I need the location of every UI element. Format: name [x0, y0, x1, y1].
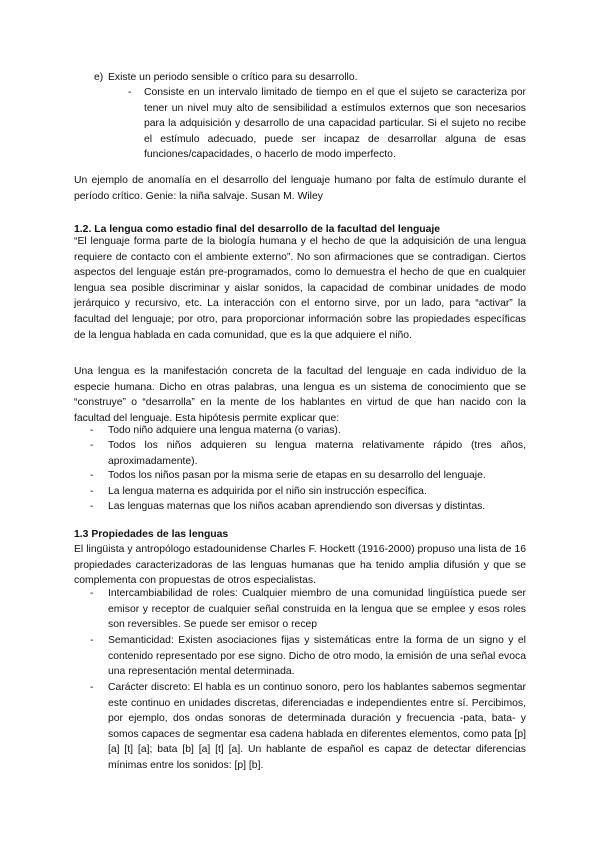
bullet-dash: -	[90, 501, 94, 512]
example-paragraph: Un ejemplo de anomalía en el desarrollo del lenguaje humano por falta de estímulo durante el período crítico. Genie: la niña salvaje. Susan M. Wiley	[74, 175, 526, 202]
bullet-dash: -	[90, 635, 94, 646]
list-item-text: Las lenguas maternas que los niños acaban aprendiendo son diversas y distintas.	[108, 501, 486, 512]
sub-list-item	[128, 85, 526, 165]
list-item	[90, 633, 526, 681]
list-marker: e)	[94, 72, 104, 83]
bullet-dash: -	[90, 470, 94, 481]
list-item	[90, 423, 526, 439]
list-item-text: Semanticidad: Existen asociaciones fijas y sistemáticas entre la forma de un signo y el contenido representado por ese signo. Dicho de otro modo, la emisión de una señal evoca una representación mental determinada.	[108, 635, 526, 678]
paragraph-1-3: El lingüista y antropólogo estadounidense Charles F. Hockett (1916-2000) propuso una lista de 16 propiedades caracterizadoras de las lenguas humanas que ha tenido amplia difusión y que se complementa con propuestas de otros especialistas.	[74, 544, 526, 587]
list-item-text: Existe un periodo sensible o crítico para su desarrollo.	[108, 72, 358, 83]
list-item-text: Todo niño adquiere una lengua materna (o varias).	[108, 425, 341, 436]
bullet-dash: -	[90, 440, 94, 451]
list-item-text: Todos los niños pasan por la misma serie de etapas en su desarrollo del lenguaje.	[108, 470, 486, 481]
bullet-dash: -	[90, 682, 94, 693]
list-item	[90, 468, 526, 484]
paragraph-1-2-b: Una lengua es la manifestación concreta de la facultad del lenguaje en cada individuo de la especie humana. Dicho en otras palabras, una lengua es un sistema de conocimiento que se “construye” o “desarrolla” en la mente de los hablantes en virtud de que han nacido con la facultad del lenguaje. Esta hipótesis permite explicar que:	[74, 366, 526, 424]
list-item	[90, 484, 526, 500]
bullet-dash: -	[90, 588, 94, 599]
list-item	[90, 499, 526, 515]
list-item	[90, 586, 526, 634]
sub-list-text: Consiste en un intervalo limitado de tiempo en el que el sujeto se caracteriza por tener un nivel muy alto de sensibilidad a estímulos externos que son necesarios para la adquisición y desarrollo de una capacidad particular. Si el sujeto no recibe el estímulo adecuado, puede ser incapaz de desarrollar alguna de esas funciones/capacidades, o hacerlo de modo imperfecto.	[144, 87, 526, 161]
list-item-text: La lengua materna es adquirida por el niño sin instrucción específica.	[108, 486, 427, 497]
section-heading-1-3: 1.3 Propiedades de las lenguas	[74, 529, 229, 540]
section-heading-1-2: 1.2. La lengua como estadio final del desarrollo de la facultad del lenguaje	[74, 224, 441, 235]
list-item	[90, 680, 526, 776]
list-item	[90, 438, 526, 470]
bullet-dash: -	[90, 486, 94, 497]
paragraph-1-2-a: “El lenguaje forma parte de la biología humana y el hecho de que la adquisición de una lengua requiere de contacto con el ambiente externo”. No son afirmaciones que se contradigan. Ciertos aspectos del lenguaje están pre-programados, como lo demuestra el hecho de que en cualquier lengua sea posible discriminar y aislar sonidos, la capacidad de combinar unidades de modo jerárquico y recursivo, etc. La interacción con el entorno sirve, por un lado, para “activar” la facultad del lenguaje; por otro, para proporcionar información sobre las propiedades específicas de la lengua hablada en cada comunidad, que es la que adquiere el niño.	[74, 236, 526, 341]
sub-list-marker: -	[128, 87, 132, 98]
list-item-e	[94, 70, 526, 86]
bullet-dash: -	[90, 425, 94, 436]
list-item-text: Carácter discreto: El habla es un continuo sonoro, pero los hablantes sabemos segmentar este continuo en unidades discretas, diferenciadas e independientes entre sí. Percibimos, por ejemplo, dos ondas sonoras de determinada duración y frecuencia -pata, bata- y somos capaces de segmentar esa cadena hablada en diferentes elementos, como pata [p] [a] [t] [a]; bata [b] [a] [t] [a]. Un hablante de español es capaz de detectar diferencias mínimas entre los sonidos: [p] [b].	[108, 682, 526, 771]
list-item-text: Todos los niños adquieren su lengua materna relativamente rápido (tres años, aproximadamente).	[108, 440, 526, 467]
list-item-text: Intercambiabilidad de roles: Cualquier miembro de una comunidad lingüística puede ser emisor y receptor de cualquier señal construida en la lengua que se emplee y esos roles son reversibles. Se puede ser emisor o recep	[108, 588, 526, 631]
